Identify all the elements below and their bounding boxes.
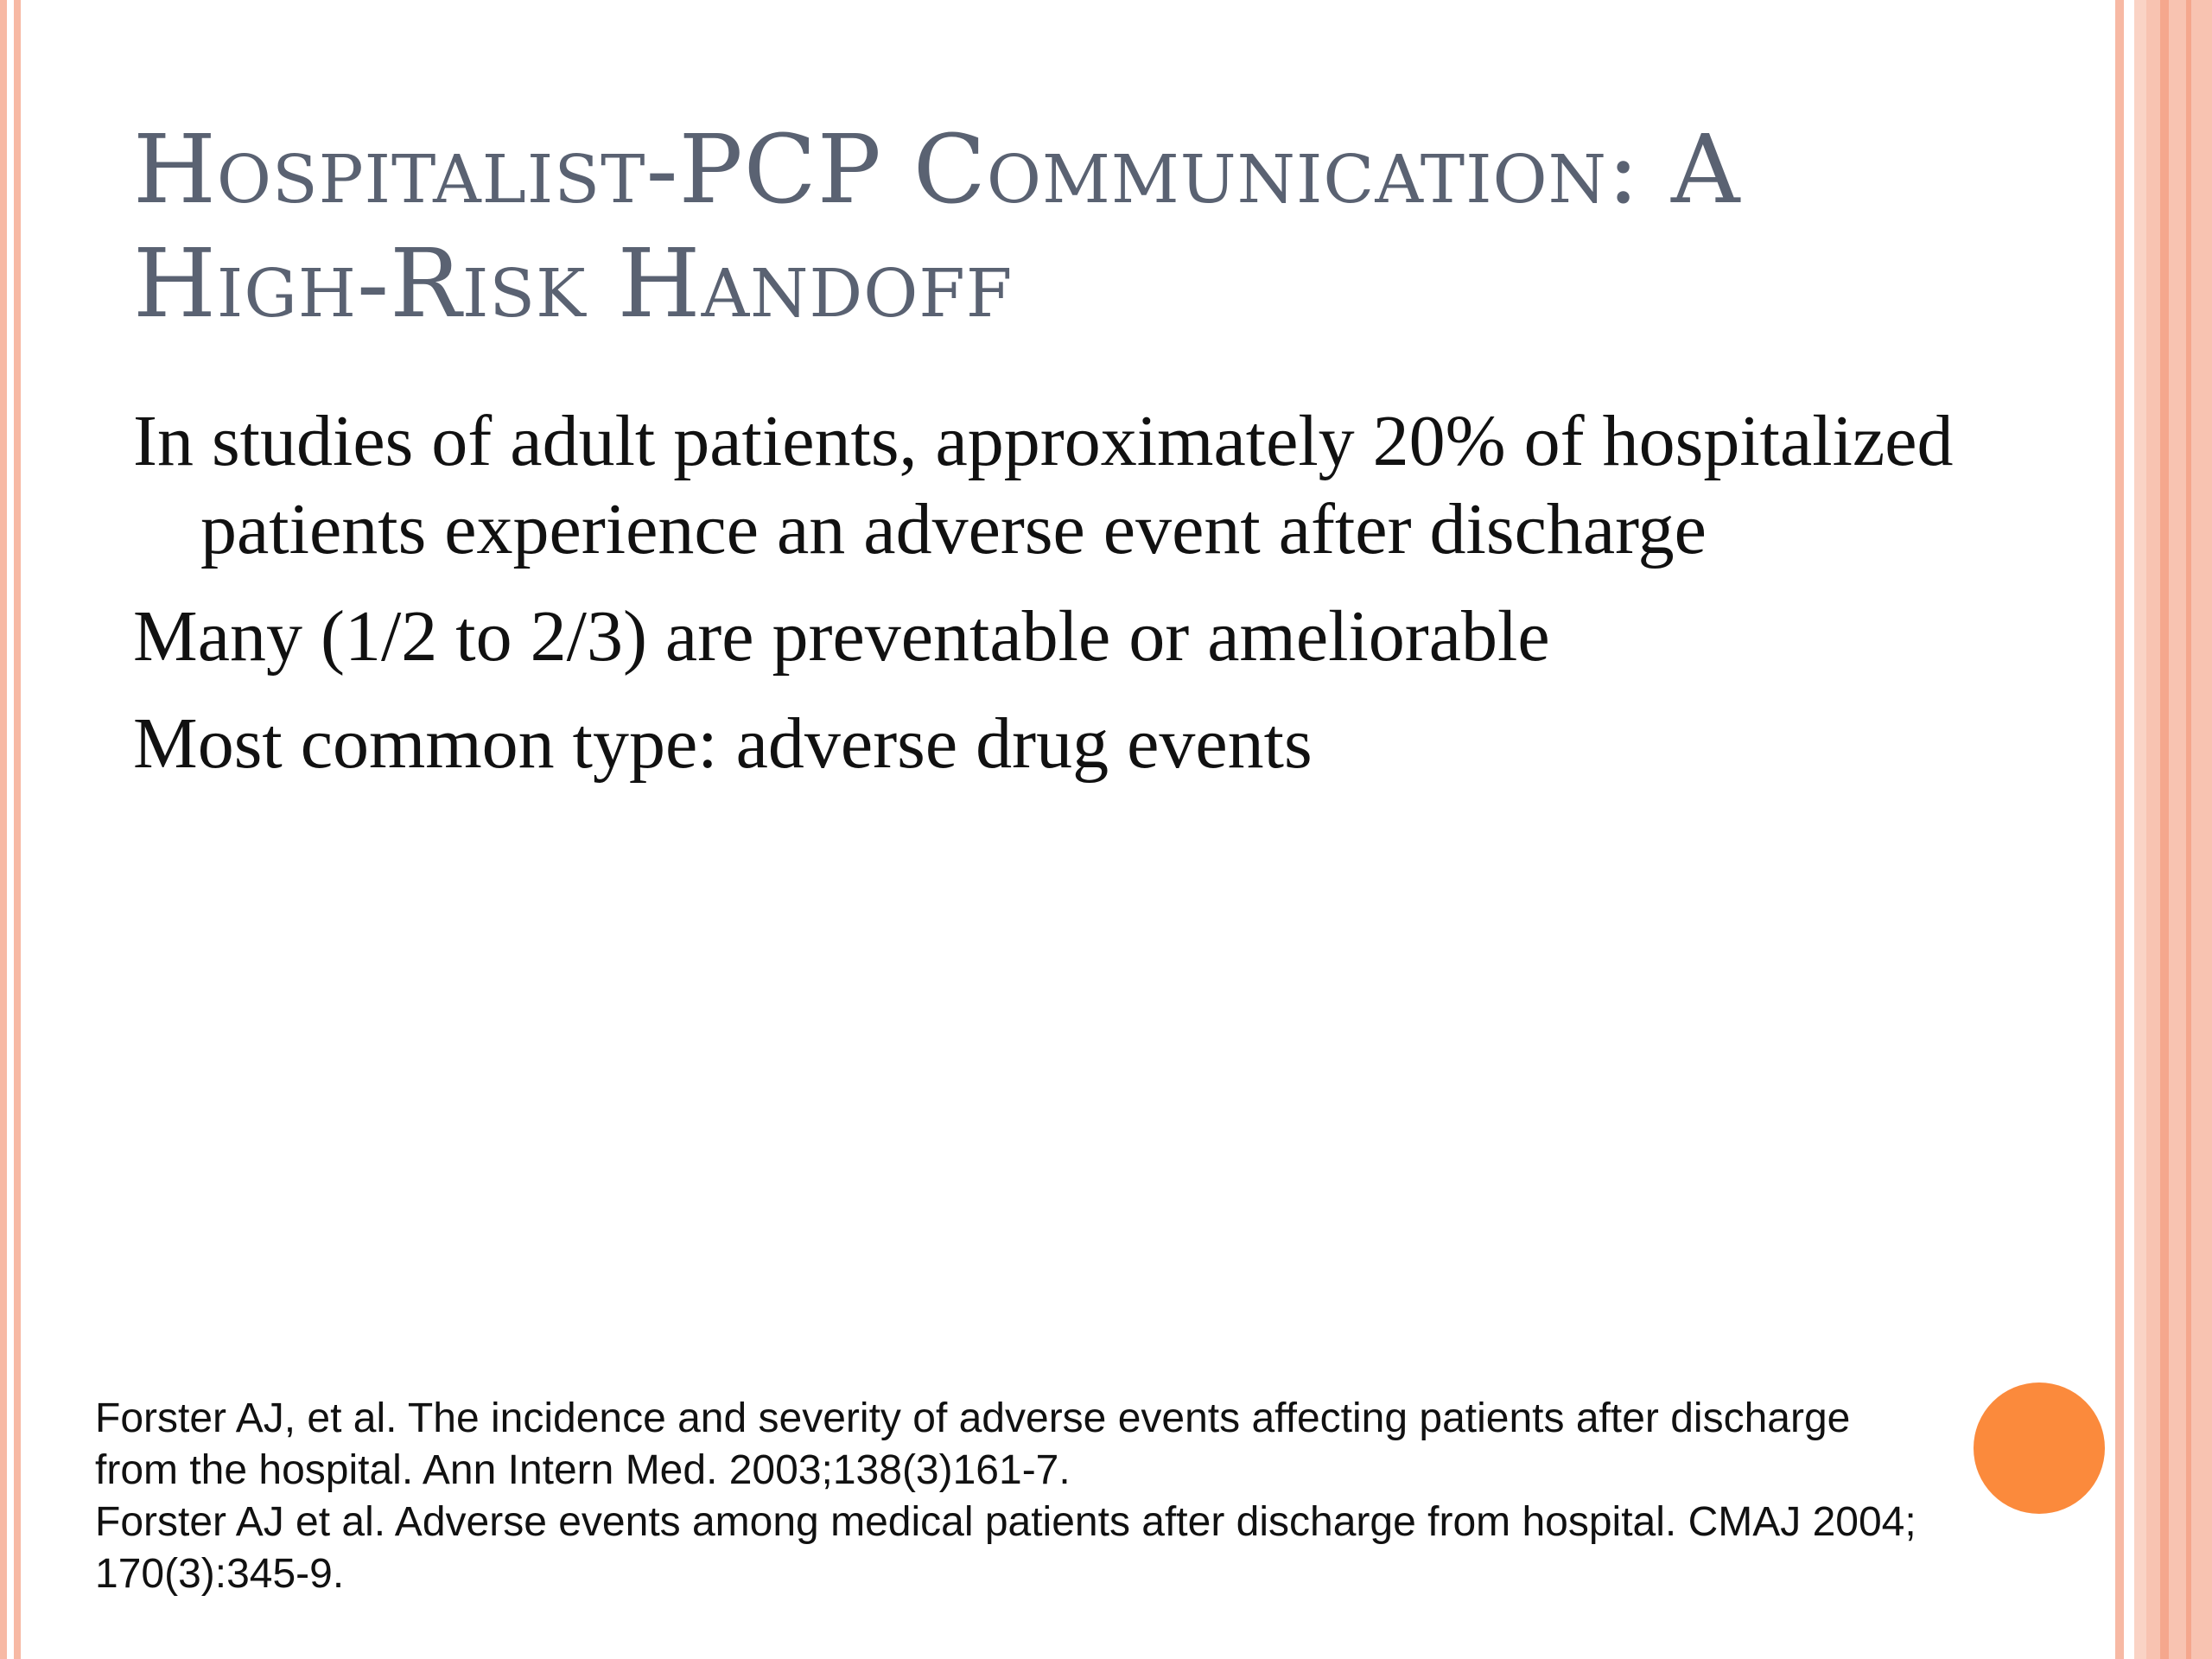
bullet-item: Most common type: adverse drug events xyxy=(133,703,1313,784)
slide-title-line-1: Hospitalist-PCP Communication: A xyxy=(133,114,1741,225)
right-border-band xyxy=(2146,0,2212,1659)
slide-body xyxy=(133,397,2034,807)
left-border-stripe xyxy=(14,0,21,1659)
bullet-item: In studies of adult patients, approximately 20% of hospitalized patients experience an adverse event after discharge xyxy=(133,401,1954,569)
bullet-item: Many (1/2 to 2/3) are preventable or ameliorable xyxy=(133,596,1550,677)
slide-title-line-2: High-Risk Handoff xyxy=(133,228,1014,339)
reference-item: Forster AJ et al. Adverse events among medical patients after discharge from hospital. CMAJ 2004; 170(3):345-9. xyxy=(95,1499,1916,1597)
accent-dot xyxy=(1974,1382,2105,1514)
reference-item: Forster AJ, et al. The incidence and severity of adverse events affecting patients after discharge from the hospital. Ann Intern Med. 2003;138(3)161-7. xyxy=(95,1395,1851,1493)
references xyxy=(95,1393,1944,1600)
right-border-band xyxy=(2134,0,2146,1659)
slide-title xyxy=(133,112,2034,340)
right-border-band xyxy=(2160,0,2169,1659)
right-border-band xyxy=(2115,0,2124,1659)
right-border-band xyxy=(2186,0,2191,1659)
left-border-stripe xyxy=(0,0,7,1659)
